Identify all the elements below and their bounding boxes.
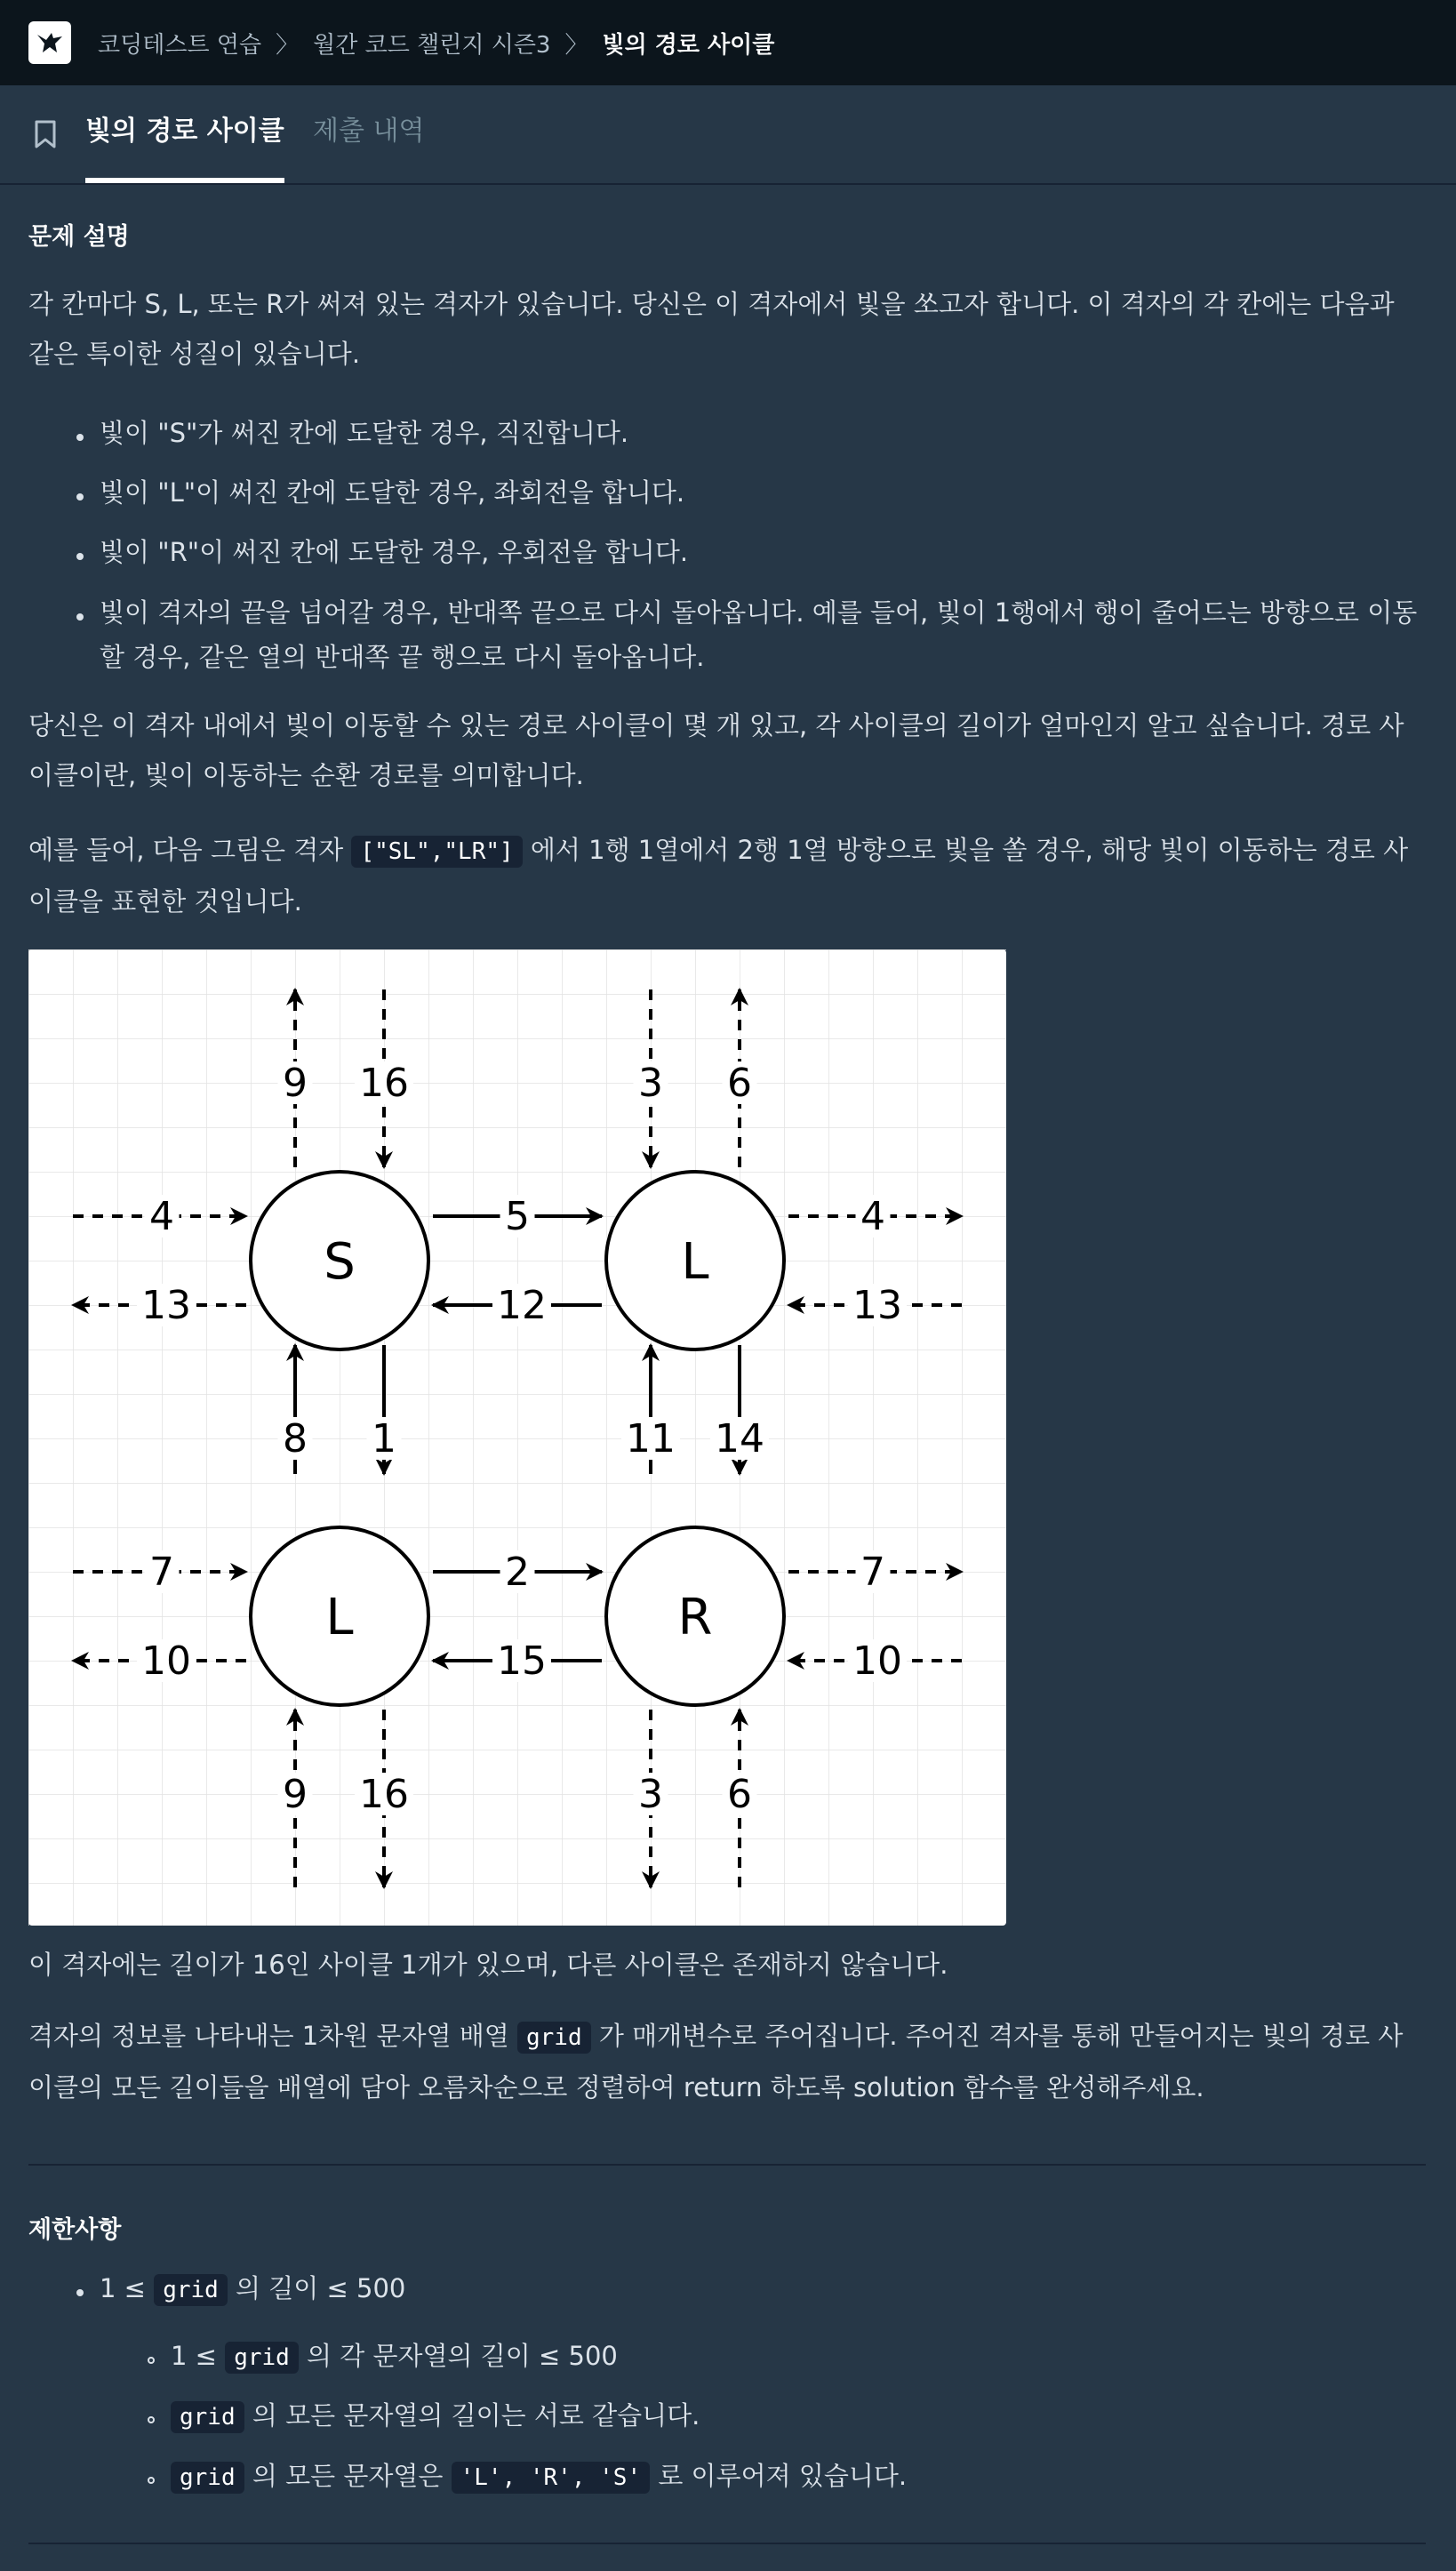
- breadcrumb-separator: 〉: [564, 31, 588, 59]
- cycle-step-label: 3: [638, 1772, 663, 1817]
- cycle-step-label: 15: [497, 1638, 547, 1684]
- tab-bar: [0, 85, 1456, 185]
- cycle-step-label: 13: [141, 1283, 191, 1328]
- cycle-step-label: 6: [727, 1772, 752, 1817]
- cycle-step-label: 16: [359, 1061, 409, 1106]
- grid-code: grid: [171, 2462, 244, 2494]
- constraint-item: [100, 2266, 405, 2312]
- task-text: 격자의 정보를 나타내는 1차원 문자열 배열: [28, 2021, 509, 2051]
- rule-item: 빛이 "R"이 써진 칸에 도달한 경우, 우회전을 합니다.: [100, 537, 689, 567]
- chars-code: 'L', 'R', 'S': [452, 2462, 651, 2494]
- cycle-step-label: 2: [505, 1550, 530, 1595]
- breadcrumb-separator: 〉: [276, 31, 300, 59]
- rule-item: 빛이 "S"가 써진 칸에 도달한 경우, 직진합니다.: [100, 418, 629, 448]
- grid-code: grid: [171, 2401, 244, 2433]
- bullet: [76, 434, 84, 441]
- logo-bird-icon: [36, 29, 64, 56]
- sub-bullet: [148, 2416, 155, 2423]
- grid-param-code: grid: [517, 2022, 591, 2054]
- cycle-paragraph: 당신은 이 격자 내에서 빛이 이동할 수 있는 경로 사이클이 몇 개 있고, 각 사이클의 길이가 얼마인지 알고 싶습니다. 경로 사이클이란, 빛이 이동하는 순환 경로를 의미합니다.: [28, 710, 1404, 790]
- cycle-step-label: 4: [149, 1194, 174, 1239]
- example-paragraph: [28, 825, 1424, 926]
- intro-paragraph: 각 칸마다 S, L, 또는 R가 써져 있는 격자가 있습니다. 당신은 이 격자에서 빛을 쏘고자 합니다. 이 격자의 각 칸에는 다음과 같은 특이한 성질이 있습니다.: [28, 289, 1395, 369]
- description-heading: 문제 설명: [28, 223, 130, 251]
- breadcrumb-coding-test[interactable]: 코딩테스트 연습: [98, 31, 262, 59]
- cycle-step-label: 10: [141, 1638, 191, 1684]
- section-divider: [28, 2164, 1426, 2166]
- bullet: [76, 493, 84, 501]
- task-paragraph: [28, 2011, 1424, 2112]
- cycle-step-label: 4: [860, 1194, 885, 1239]
- bullet: [76, 553, 84, 560]
- grid-code: grid: [225, 2342, 299, 2374]
- cycle-step-label: 12: [497, 1283, 547, 1328]
- programmers-logo[interactable]: [28, 21, 71, 64]
- tab-submissions[interactable]: 제출 내역: [313, 116, 425, 147]
- constraint-text: 1 ≤: [100, 2273, 146, 2303]
- constraint-item: [171, 2393, 700, 2439]
- task-text: 가 매개변수로 주어집니다. 주어진 격자를 통해 만들어지는 빛의 경로 사이클의 모든 길이들을 배열에 담아 오름차순으로 정렬하여 return 하도록 solution 함수를 완성해주세요.: [28, 2021, 1404, 2102]
- cycle-step-label: 6: [727, 1061, 752, 1106]
- sub-bullet: [148, 2357, 155, 2364]
- constraints-heading: 제한사항: [28, 2216, 122, 2244]
- cycle-step-label: 8: [283, 1416, 308, 1462]
- constraint-item: [171, 2454, 907, 2500]
- active-tab-indicator: [85, 178, 284, 183]
- cycle-step-label: 1: [372, 1416, 396, 1462]
- cycle-step-label: 7: [860, 1550, 885, 1595]
- cycle-step-label: 9: [283, 1061, 308, 1106]
- cycle-step-label: 16: [359, 1772, 409, 1817]
- cycle-step-label: 14: [715, 1416, 764, 1462]
- cycle-step-label: 5: [505, 1194, 530, 1239]
- cycle-step-label: 9: [283, 1772, 308, 1817]
- grid-cell-letter: S: [324, 1233, 356, 1291]
- cycle-diagram: [28, 949, 1006, 1926]
- grid-cell-letter: L: [325, 1589, 354, 1646]
- constraint-text: 의 각 문자열의 길이 ≤ 500: [307, 2341, 618, 2371]
- grid-cell-letter: L: [681, 1233, 709, 1291]
- cycle-step-label: 7: [149, 1550, 174, 1595]
- constraint-text: 1 ≤: [171, 2341, 217, 2371]
- example-text: 예를 들어, 다음 그림은 격자: [28, 835, 344, 865]
- light-path-cycle-figure: [28, 949, 1006, 1926]
- example-grid-code: ["SL","LR"]: [351, 836, 522, 868]
- sub-bullet: [148, 2477, 155, 2484]
- bullet: [76, 613, 84, 621]
- tab-problem[interactable]: 빛의 경로 사이클: [85, 116, 284, 147]
- cycle-step-label: 10: [852, 1638, 902, 1684]
- constraint-text: 로 이루어져 있습니다.: [658, 2461, 908, 2491]
- constraint-text: 의 길이 ≤ 500: [236, 2273, 406, 2303]
- constraint-text: 의 모든 문자열의 길이는 서로 같습니다.: [252, 2400, 700, 2431]
- breadcrumb-current: 빛의 경로 사이클: [602, 31, 775, 59]
- grid-code: grid: [154, 2274, 228, 2306]
- cycle-result-paragraph: 이 격자에는 길이가 16인 사이클 1개가 있으며, 다른 사이클은 존재하지 않습니다.: [28, 1950, 948, 1980]
- cycle-step-label: 3: [638, 1061, 663, 1106]
- rule-item: 빛이 "L"이 써진 칸에 도달한 경우, 좌회전을 합니다.: [100, 477, 685, 508]
- constraint-text: 의 모든 문자열은: [252, 2461, 444, 2491]
- section-divider: [28, 2543, 1426, 2544]
- example-text: 에서 1행 1열에서 2행 1열 방향으로 빛을 쏠 경우, 해당 빛이 이동하는 경로 사이클을 표현한 것입니다.: [28, 835, 1409, 917]
- cycle-step-label: 13: [852, 1283, 902, 1328]
- grid-cell-letter: R: [677, 1589, 713, 1646]
- constraint-item: [171, 2334, 618, 2380]
- bullet: [76, 2289, 84, 2296]
- breadcrumb-challenge[interactable]: 월간 코드 챌린지 시즌3: [313, 31, 551, 59]
- cycle-step-label: 11: [626, 1416, 676, 1462]
- bookmark-icon[interactable]: [34, 119, 57, 149]
- top-navigation-bar: [0, 0, 1456, 85]
- rule-item: 빛이 격자의 끝을 넘어갈 경우, 반대쪽 끝으로 다시 돌아옵니다. 예를 들어, 빛이 1행에서 행이 줄어드는 방향으로 이동할 경우, 같은 열의 반대쪽 끝 행으로 다시 돌아옵니다.: [100, 597, 1418, 672]
